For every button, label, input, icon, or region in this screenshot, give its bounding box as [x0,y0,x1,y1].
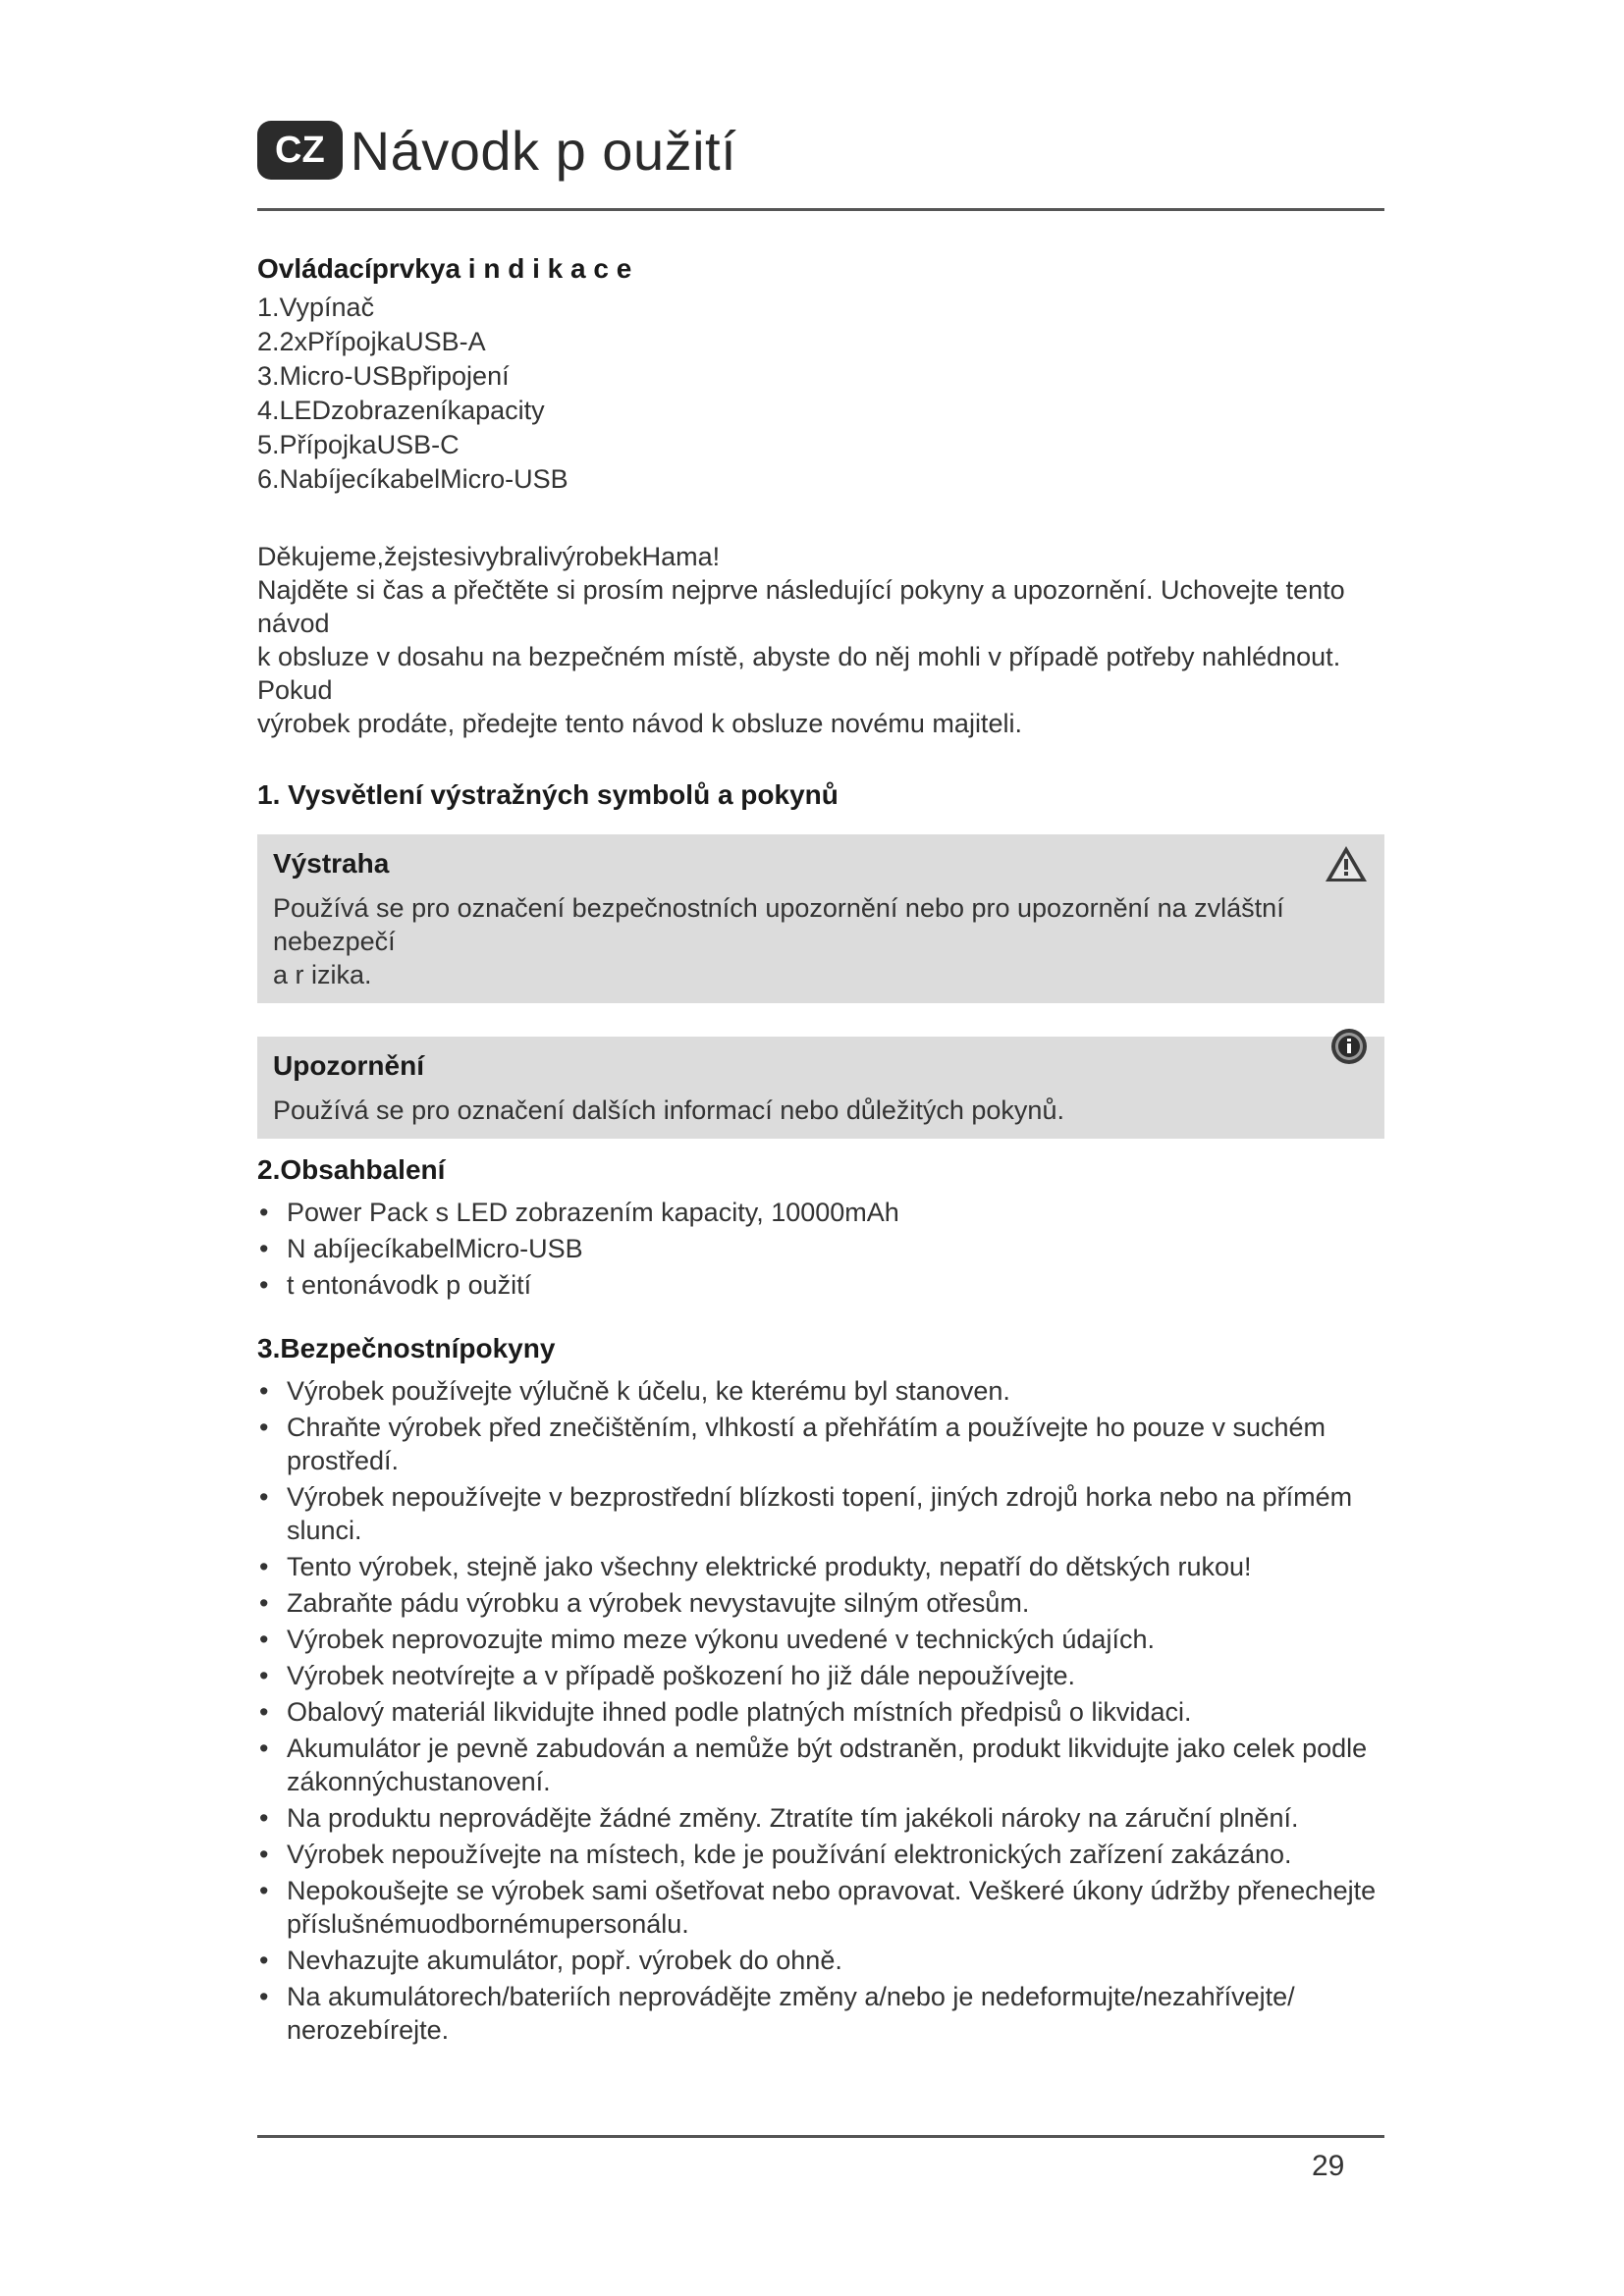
safety-item: • Výrobek používejte výlučně k účelu, ke kterému byl stanoven. [257,1374,1384,1408]
safety-item: • Zabraňte pádu výrobku a výrobek nevystavujte silným otřesům. [257,1586,1384,1620]
controls-item: 2.2xPřípojkaUSB-A [257,327,486,356]
info-circle-icon [1329,1027,1369,1066]
safety-item: • Obalový materiál likvidujte ihned podle platných místních předpisů o likvidaci. [257,1695,1384,1729]
safety-list [257,1374,1384,2047]
note-title: Upozornění [273,1050,424,1081]
safety-item: • Výrobek neprovozujte mimo meze výkonu uvedené v technických údajích. [257,1623,1384,1656]
safety-item: • Nepokoušejte se výrobek sami ošetřovat nebo opravovat. Veškeré úkony údržby přenechejte příslušnémuodbornémupersonálu. [257,1874,1384,1941]
safety-item: • Výrobek nepoužívejte v bezprostřední blízkosti topení, jiných zdrojů horka nebo na přímém slunci. [257,1480,1384,1547]
safety-item: • Výrobek nepoužívejte na místech, kde je používání elektronických zařízení zakázáno. [257,1838,1384,1871]
document-title: Návodk p oužití [350,119,737,182]
intro-thanks: Děkujeme,žejstesivybralivýrobekHama! [257,542,721,571]
warning-line: Používá se pro označení bezpečnostních upozornění nebo pro upozornění na zvláštní nebezpečí [273,893,1284,956]
safety-item: • Tento výrobek, stejně jako všechny elektrické produkty, nepatří do dětských rukou! [257,1550,1384,1583]
warning-box [257,834,1384,1003]
warning-title: Výstraha [273,848,390,879]
intro-section [257,540,1384,740]
page-header [257,116,736,185]
controls-item: 3.Micro-USBpřipojení [257,361,510,391]
section-safety [257,1331,1384,2047]
contents-list [257,1196,1384,1302]
safety-item: • Na produktu neprovádějte žádné změny. Ztratíte tím jakékoli nároky na záruční plnění. [257,1801,1384,1835]
note-box [257,1037,1384,1139]
controls-section [257,251,1384,497]
note-text: Používá se pro označení dalších informací nebo důležitých pokynů. [273,1095,1064,1125]
safety-item: • Nevhazujte akumulátor, popř. výrobek do ohně. [257,1944,1384,1977]
section-contents [257,1152,1384,1302]
header-divider [257,208,1384,211]
contents-item: • t entonávodk p oužití [257,1268,1384,1302]
contents-item: • Power Pack s LED zobrazením kapacity, 10000mAh [257,1196,1384,1229]
contents-item: • N abíjecíkabelMicro-USB [257,1232,1384,1265]
warning-text [273,891,1369,991]
page-number: 29 [1312,2150,1345,2182]
page-content [257,251,1384,2050]
intro-line: výrobek prodáte, předejte tento návod k obsluze novému majiteli. [257,709,1022,738]
controls-list [257,291,1384,497]
intro-line: k obsluze v dosahu na bezpečném místě, abyste do něj mohli v případě potřeby nahlédnout. Pokud [257,642,1341,705]
warning-line: a r izika. [273,960,372,989]
controls-item: 1.Vypínač [257,293,375,322]
safety-item: • Výrobek neotvírejte a v případě poškození ho již dále nepoužívejte. [257,1659,1384,1692]
controls-item: 6.NabíjecíkabelMicro-USB [257,464,568,494]
intro-line: Najděte si čas a přečtěte si prosím nejprve následující pokyny a upozornění. Uchovejte tento návod [257,575,1345,638]
section-symbols [257,777,1384,1139]
section1-title: 1. Vysvětlení výstražných symbolů a pokynů [257,779,839,810]
language-badge: CZ [257,121,343,180]
safety-item: • Akumulátor je pevně zabudován a nemůže být odstraněn, produkt likvidujte jako celek podle zákonnýchustanovení. [257,1732,1384,1798]
section3-title: 3.Bezpečnostnípokyny [257,1333,556,1363]
controls-item: 4.LEDzobrazeníkapacity [257,396,545,425]
warning-triangle-icon [1324,844,1369,883]
safety-item: • Na akumulátorech/bateriích neprovádějte změny a/nebo je nedeformujte/nezahřívejte/ nerozebírejte. [257,1980,1384,2047]
section2-title: 2.Obsahbalení [257,1154,446,1185]
safety-item: • Chraňte výrobek před znečištěním, vlhkostí a přehřátím a používejte ho pouze v suchém prostředí. [257,1411,1384,1477]
footer-divider [257,2135,1384,2138]
controls-item: 5.PřípojkaUSB-C [257,430,460,459]
controls-heading: Ovládacíprvkya i n d i k a c e [257,253,632,284]
